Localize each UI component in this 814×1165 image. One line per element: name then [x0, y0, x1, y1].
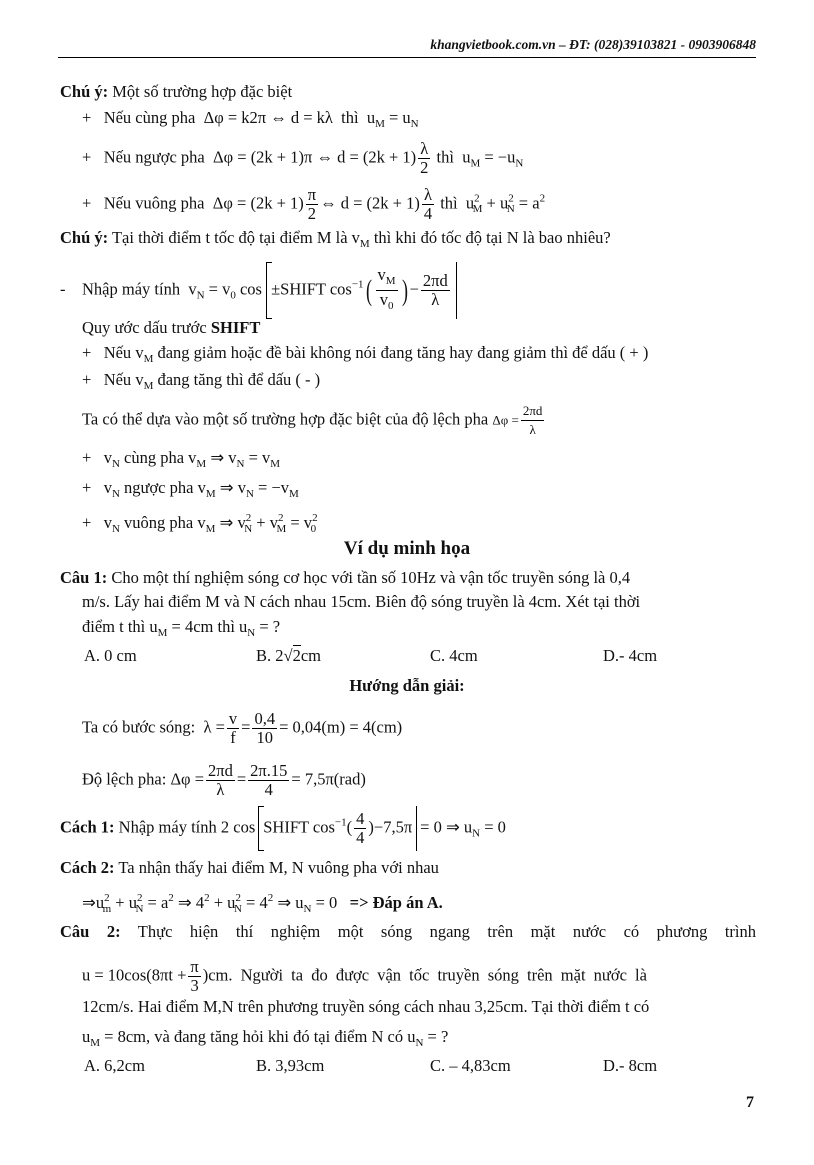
text: điểm t thì [82, 617, 150, 636]
math: v [188, 448, 197, 467]
note-label: Chú ý: [60, 228, 109, 247]
text: Ta có thể dựa vào một số trường hợp đặc biệt của độ lệch pha [82, 409, 493, 429]
text: vuông pha [119, 513, 198, 532]
bullet: + [82, 370, 92, 389]
den: 4 [423, 204, 433, 223]
math: = v [204, 279, 231, 299]
paren: ) [401, 273, 408, 307]
sup: 2 [508, 192, 514, 205]
sign-rule-2 [82, 370, 320, 396]
sub: N [245, 488, 254, 500]
math: − [409, 279, 419, 299]
math: u [407, 1027, 416, 1046]
math: v [188, 279, 197, 299]
q2-line2 [82, 958, 647, 995]
math: v [197, 478, 206, 497]
text: đang tăng thì để dấu ( - ) [153, 370, 321, 389]
sup: 2 [104, 892, 110, 904]
sup: 2 [277, 512, 284, 524]
sub: N [410, 118, 419, 130]
sub: 0 [230, 289, 236, 302]
math: u [82, 1027, 91, 1046]
math: u [462, 147, 471, 167]
case-opposite-phase [82, 140, 523, 177]
den: f [230, 728, 236, 747]
vn-opposite-phase [82, 478, 299, 504]
math: u [465, 193, 475, 213]
sub: N [236, 458, 245, 470]
num: 2πd [208, 761, 233, 780]
calculator-formula [60, 262, 457, 319]
sub: N [472, 827, 481, 840]
math: = [241, 717, 251, 737]
sup: 2 [136, 892, 143, 904]
sup: 2 [245, 512, 252, 524]
dash: - [60, 279, 66, 299]
math: v [351, 228, 360, 247]
answer: => Đáp án A. [349, 893, 443, 912]
text: . Người ta đo được vận tốc truyền sóng trên mặt nước là [228, 965, 647, 985]
sub: M [196, 458, 207, 470]
fraction [227, 710, 239, 747]
text: Nếu vuông pha [103, 193, 205, 213]
math: = ? [423, 1027, 449, 1046]
sup: 2 [474, 192, 480, 205]
note-text: Một số trường hợp đặc biệt [108, 82, 293, 101]
math: )−7,5π [368, 817, 413, 837]
sub: 0 [387, 300, 394, 312]
num: λ [418, 140, 430, 159]
fraction [206, 762, 235, 799]
sub: M [157, 627, 168, 639]
sub: M [289, 488, 299, 500]
math: ⇒ u [273, 893, 304, 912]
math: v [377, 265, 386, 284]
math: = 0 [480, 817, 506, 837]
sqrt-icon: √ [283, 646, 293, 665]
text: Ta nhận thấy hai điểm M, N vuông pha với nhau [114, 858, 439, 877]
text: cùng pha [119, 448, 189, 467]
num: 4 [356, 809, 365, 828]
sup: −1 [351, 278, 364, 291]
q2-option-a[interactable]: A. 6,2cm [84, 1056, 145, 1075]
bracket [258, 806, 417, 851]
num: λ [422, 186, 434, 205]
q1-option-d[interactable]: D.- 4cm [603, 646, 658, 665]
case-same-phase [82, 108, 419, 134]
basis-line [82, 402, 546, 439]
math: u [149, 617, 158, 636]
math: v [103, 513, 112, 532]
math: ( [346, 817, 353, 837]
math: = u [384, 108, 411, 127]
num: π [190, 957, 199, 976]
text: đang giảm hoặc đề bài không nói đang tăng hay đang giảm thì để dấu ( + ) [153, 343, 649, 362]
text: SHIFT [210, 318, 261, 337]
math: u [366, 108, 376, 127]
math: = −u [480, 147, 516, 167]
bullet: + [82, 108, 92, 127]
sign-rule-1 [82, 343, 648, 369]
question-label: Câu 2: [60, 922, 121, 941]
q2-line3: 12cm/s. Hai điểm M,N trên phương truyền sóng cách nhau 3,25cm. Tại thời điểm t có [82, 997, 650, 1016]
math: + u [111, 893, 137, 912]
bullet: + [82, 478, 92, 497]
fraction [521, 402, 545, 439]
note-label: Chú ý: [60, 82, 109, 101]
text: Nếu [103, 343, 136, 362]
method-label: Cách 1: [60, 817, 115, 837]
math: = a [143, 893, 169, 912]
bullet: + [82, 147, 92, 167]
method2-line [60, 858, 439, 878]
num [376, 266, 398, 291]
fraction [188, 958, 200, 995]
sup: 2 [267, 892, 274, 904]
math: = ? [255, 617, 281, 636]
math: ⇒ v [206, 448, 237, 467]
fraction [418, 140, 430, 177]
q1-option-c[interactable]: C. 4cm [430, 646, 478, 665]
sub: N [196, 289, 205, 302]
sub: M [276, 523, 287, 535]
math: + v [252, 513, 278, 532]
sign-rule-title [82, 318, 260, 338]
sub: M [90, 1037, 101, 1049]
sub: N [111, 458, 120, 470]
case-quadrature-phase [82, 186, 545, 223]
method2-equation [82, 888, 443, 919]
sub: N [515, 157, 524, 170]
text: B. 2 [256, 646, 284, 665]
q2-line1 [60, 922, 756, 942]
math: = 4 [241, 893, 268, 912]
math: ⇒ v [215, 478, 246, 497]
den: 2 [307, 204, 317, 223]
page-header: khangvietbook.com.vn – ĐT: (028)39103821 - 0903906848 [430, 37, 756, 52]
vn-quadrature-phase [82, 508, 316, 539]
text: , và đang tăng hỏi khi đó tại điểm N có [146, 1027, 408, 1046]
q1-option-b[interactable] [256, 646, 321, 666]
text: thì [436, 147, 454, 167]
paren: ( [365, 273, 372, 307]
sup: 2 [312, 512, 318, 524]
text: Nếu [103, 370, 136, 389]
math: v [135, 370, 144, 389]
math: ⇒ v [215, 513, 246, 532]
text: Nếu ngược pha [103, 147, 205, 167]
den: 4 [356, 828, 365, 847]
q2-option-b[interactable]: B. 3,93cm [256, 1056, 325, 1075]
math: + u [482, 193, 509, 213]
q1-line2: m/s. Lấy hai điểm M và N cách nhau 15cm. Biên độ sóng truyền là 4cm. Xét tại thời [82, 592, 641, 611]
sup: 2 [235, 892, 241, 904]
fraction [376, 266, 398, 315]
math: = a [514, 193, 540, 213]
text: thì [440, 193, 458, 213]
text: Nhập máy tính [82, 279, 181, 299]
math: v [103, 478, 112, 497]
math: Δφ = [170, 769, 205, 789]
fraction [422, 186, 434, 223]
text: cm [300, 646, 321, 665]
sub: M [143, 353, 154, 365]
method-label: Cách 2: [60, 858, 115, 877]
sub: M [143, 380, 154, 392]
math: = 0,04(m) = 4(cm) [279, 717, 403, 737]
sub: M [205, 523, 216, 535]
math: Δφ = k2π ⇔ d = kλ [203, 108, 333, 127]
math: = [236, 769, 247, 789]
text: Nhập máy tính [114, 817, 221, 837]
den: 10 [256, 728, 274, 747]
sub: N [233, 903, 242, 915]
sup: −1 [334, 816, 347, 829]
math: + u [209, 893, 236, 912]
math: Δφ = [492, 412, 519, 428]
math: = −v [253, 478, 290, 497]
note1-line [60, 82, 292, 102]
den: 4 [264, 780, 273, 799]
bullet: + [82, 193, 92, 213]
fraction [354, 810, 366, 847]
sub: N [303, 903, 312, 915]
q1-line3 [82, 617, 280, 643]
text: thì [213, 617, 240, 636]
sub: N [244, 523, 253, 535]
math: ⇒u [82, 893, 105, 912]
note2-line [60, 228, 611, 254]
math: )cm [202, 965, 229, 985]
den [376, 291, 398, 315]
q2-option-d[interactable]: D.- 8cm [603, 1056, 658, 1075]
sub: N [247, 627, 256, 639]
sub: N [135, 903, 144, 915]
num: π [307, 185, 317, 204]
den: λ [431, 290, 440, 309]
bullet: + [82, 448, 92, 467]
text: thì [341, 108, 359, 127]
num: 2πd [422, 271, 448, 290]
text: Nếu cùng pha [103, 108, 196, 127]
q2-line4 [82, 1027, 448, 1053]
sub: M [470, 157, 481, 170]
math: 2 [292, 646, 301, 665]
q1-option-a[interactable]: A. 0 cm [84, 646, 137, 665]
math: 2 cos [220, 817, 256, 837]
sub: M [385, 275, 396, 287]
math: Δφ = (2k + 1)π ⇔ d = (2k + 1) [213, 147, 417, 167]
math: λ = [203, 717, 225, 737]
num: 2πd [521, 402, 545, 421]
math: v [197, 513, 206, 532]
math: v [135, 343, 144, 362]
math: ⇔ d = (2k + 1) [320, 193, 420, 213]
question-label: Câu 1: [60, 568, 108, 587]
sub: M [270, 458, 281, 470]
sub: m [102, 903, 112, 915]
math: SHIFT cos [263, 817, 335, 837]
q1-line1 [60, 568, 630, 588]
math: v [379, 290, 388, 309]
math: = 4cm [167, 617, 214, 636]
den: 3 [190, 976, 199, 995]
text: Tại thời điểm t tốc độ tại điểm M là [108, 228, 352, 247]
den: λ [529, 422, 536, 437]
method1-line [60, 806, 506, 851]
den: 2 [420, 158, 429, 177]
sub: M [472, 203, 483, 216]
section-title: Ví dụ minh họa [343, 538, 471, 559]
math: cos [235, 279, 262, 299]
wavelength-line [82, 710, 402, 747]
sub: M [359, 238, 370, 250]
sub: M [205, 488, 216, 500]
math: = v [286, 513, 313, 532]
math: u [239, 617, 248, 636]
text: ngược pha [119, 478, 198, 497]
vn-same-phase [82, 448, 280, 474]
sup: 2 [168, 892, 174, 904]
den: λ [216, 780, 225, 799]
num: 0,4 [254, 709, 276, 728]
text: Cho một thí nghiệm sóng cơ học với tần số 10Hz và vận tốc truyền sóng là 0,4 [107, 568, 631, 587]
q2-option-c[interactable]: C. – 4,83cm [430, 1056, 511, 1075]
math: ⇒ 4 [173, 893, 205, 912]
math: = 0 [311, 893, 338, 912]
math: v [103, 448, 112, 467]
sub: N [506, 203, 515, 216]
text: Độ lệch pha: [82, 769, 167, 789]
sup: 2 [204, 892, 210, 904]
sub: M [375, 118, 385, 130]
sub: N [415, 1037, 424, 1049]
sub: N [111, 488, 120, 500]
num: v [228, 709, 238, 728]
phase-diff-line [82, 762, 366, 799]
text: thì khi đó tốc độ tại N là bao nhiêu? [369, 228, 611, 247]
sub: 0 [310, 523, 317, 535]
page-number: 7 [746, 1094, 754, 1111]
text: Ta có bước sóng: [82, 717, 196, 737]
num: 2π.15 [250, 761, 288, 780]
sup: 2 [539, 192, 546, 205]
fraction [306, 186, 318, 223]
fraction [421, 272, 450, 309]
math: ±SHIFT cos [271, 279, 352, 299]
fraction [248, 762, 289, 799]
math: = 0 ⇒ u [420, 817, 473, 837]
math: = 7,5π(rad) [291, 769, 366, 789]
solution-heading: Hướng dẫn giải: [349, 676, 465, 695]
bullet: + [82, 343, 92, 362]
math: = 8cm [100, 1027, 146, 1046]
sub: N [111, 523, 120, 535]
bracket [266, 262, 457, 319]
text: Quy ước dấu trước [82, 318, 211, 337]
math: Δφ = (2k + 1) [212, 193, 304, 213]
header-rule [58, 57, 756, 58]
bullet: + [82, 513, 92, 532]
math: = v [244, 448, 271, 467]
text: Thực hiện thí nghiệm một sóng ngang trên mặt nước có phương trình [120, 922, 756, 941]
math: u = 10cos(8πt + [82, 965, 187, 985]
fraction [252, 710, 277, 747]
